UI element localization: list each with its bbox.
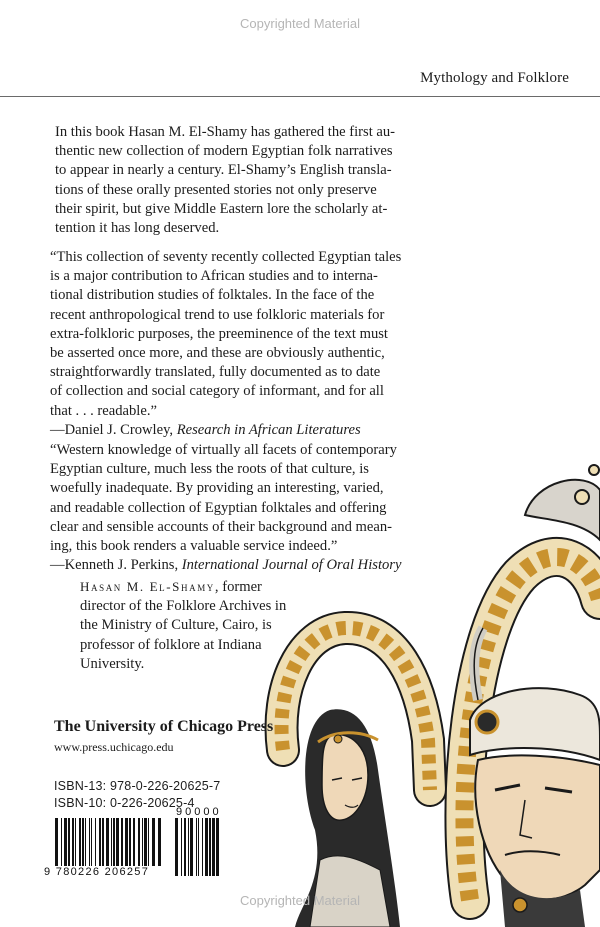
barcode-bar xyxy=(116,818,119,866)
author-bio xyxy=(80,577,286,674)
quote-line: “Western knowledge of virtually all facets of contemporary xyxy=(50,442,397,458)
barcode-bar xyxy=(106,818,109,866)
publisher-url: www.press.uchicago.edu xyxy=(54,740,174,754)
barcode-bar xyxy=(152,818,155,866)
barcode-bar xyxy=(129,818,131,866)
quote-attribution xyxy=(50,556,401,575)
barcode-bar xyxy=(82,818,84,866)
barcode-bar xyxy=(125,818,128,866)
barcode-bar xyxy=(148,818,149,866)
barcode-bar xyxy=(142,818,143,866)
barcode-bar xyxy=(89,818,90,866)
quote-line: “This collection of seventy recently collected Egyptian tales xyxy=(50,249,402,265)
attribution-name: —Daniel J. Crowley, xyxy=(50,421,174,438)
attribution-name: —Kenneth J. Perkins, xyxy=(50,557,179,574)
barcode-bar xyxy=(72,818,74,866)
barcode-bar xyxy=(68,818,70,866)
barcode-bar xyxy=(181,818,182,876)
barcode-bar xyxy=(198,818,199,876)
quote-line: tional distribution studies of folktales. In the face of the xyxy=(50,287,375,304)
quote-line: and readable collection of Egyptian folktales and offering xyxy=(50,499,387,516)
barcode-bar xyxy=(144,818,147,866)
barcode-bar xyxy=(212,818,215,876)
author-bio-line: professor of folklore at Indiana xyxy=(80,636,262,653)
description-line: tention it has long deserved. xyxy=(55,220,220,237)
quote-line: of collection and social category of informant, and for all xyxy=(50,383,384,400)
attribution-source: International Journal of Oral History xyxy=(181,557,402,574)
author-bio-line: University. xyxy=(80,655,145,672)
barcode-bar xyxy=(188,818,189,876)
description-line: their spirit, but give Middle Eastern lore the scholarly at- xyxy=(55,200,388,217)
barcode-bar xyxy=(113,818,115,866)
barcode-bar xyxy=(64,818,67,866)
barcode-bar xyxy=(91,818,92,866)
barcode-bar xyxy=(158,818,161,866)
barcode-bar xyxy=(111,818,112,866)
barcode-bar xyxy=(55,818,58,866)
barcode-bar xyxy=(216,818,219,876)
author-bio-line: director of the Folklore Archives in xyxy=(80,598,287,615)
review-quote-perkins xyxy=(50,441,401,575)
quote-line: woefully inadequate. By providing an interesting, varied, xyxy=(50,480,384,497)
author-bio-line xyxy=(80,577,286,597)
publisher-name: The University of Chicago Press xyxy=(54,718,274,735)
quote-line: ing, this book renders a valuable service indeed.” xyxy=(50,538,338,555)
watermark-bottom: Copyrighted Material xyxy=(240,893,360,908)
description-line: tions of these orally presented stories not only preserve xyxy=(55,181,377,198)
quote-line: Egyptian culture, much less the roots of that culture, is xyxy=(50,461,369,478)
barcode-bar xyxy=(75,818,76,866)
quote-line: that . . . readable.” xyxy=(50,402,157,419)
quote-line: be asserted once more, and these are obviously authentic, xyxy=(50,345,385,362)
barcode-bar xyxy=(184,818,186,876)
barcode-bar xyxy=(138,818,140,866)
barcode-bar xyxy=(133,818,135,866)
description-line: In this book Hasan M. El-Shamy has gathered the first au- xyxy=(55,124,396,140)
barcode-digits: 9 780226 206257 xyxy=(44,866,150,878)
author-name: Hasan M. El-Shamy xyxy=(80,579,215,594)
barcode-bar xyxy=(209,818,211,876)
isbn-13: ISBN-13: 978-0-226-20625-7 xyxy=(54,779,221,793)
author-bio-rest: , former xyxy=(214,579,262,595)
barcode-bar xyxy=(202,818,203,876)
category-label: Mythology and Folklore xyxy=(420,70,569,86)
barcode-bar xyxy=(61,818,62,866)
quote-line: recent anthropological trend to use folkloric materials for xyxy=(50,306,385,323)
review-quote-crowley xyxy=(50,248,401,440)
barcode-bar xyxy=(205,818,208,876)
quote-line: extra-folkloric purposes, the preeminence of the text must xyxy=(50,325,388,342)
barcode-bar xyxy=(190,818,193,876)
description-line: thentic new collection of modern Egyptian folk narratives xyxy=(55,143,393,160)
barcode-addon xyxy=(174,818,224,876)
barcode-addon-digits: 90000 xyxy=(176,806,222,818)
isbn-10: ISBN-10: 0-226-20625-4 xyxy=(54,796,195,810)
attribution-source: Research in African Literatures xyxy=(176,421,361,438)
barcode xyxy=(54,818,166,866)
barcode-bar xyxy=(99,818,101,866)
barcode-bar xyxy=(85,818,86,866)
quote-line: straightforwardly translated, fully documented as to date xyxy=(50,364,381,381)
quote-attribution xyxy=(50,421,401,440)
watermark-top: Copyrighted Material xyxy=(240,16,360,31)
quote-line: clear and sensible accounts of their background and mean- xyxy=(50,518,393,535)
barcode-bar xyxy=(196,818,197,876)
barcode-bar xyxy=(79,818,81,866)
description-line: to appear in nearly a century. El-Shamy’s English transla- xyxy=(55,162,392,179)
quote-line: is a major contribution to African studies and to interna- xyxy=(50,268,378,285)
barcode-bar xyxy=(102,818,104,866)
barcode-bar xyxy=(95,818,96,866)
book-description xyxy=(55,123,395,238)
author-bio-line: the Ministry of Culture, Cairo, is xyxy=(80,617,272,634)
barcode-bar xyxy=(175,818,178,876)
barcode-bar xyxy=(121,818,123,866)
